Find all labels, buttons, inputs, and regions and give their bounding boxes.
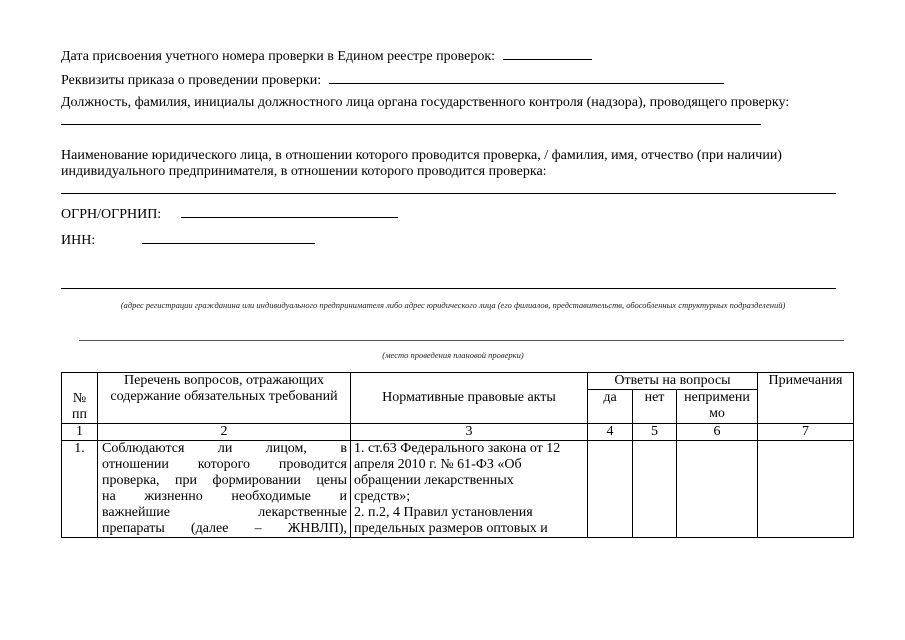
checklist-table (61, 372, 854, 538)
header-row-1 (62, 373, 854, 390)
entity-name-line-2 (61, 164, 547, 180)
row-question (98, 441, 351, 538)
header-na: неприменимо (677, 390, 758, 424)
question-line: важнейшие лекарственные (102, 505, 347, 520)
colnum-7: 7 (758, 424, 854, 441)
header-answers: Ответы на вопросы (588, 373, 758, 390)
ogrn-field[interactable] (181, 205, 398, 218)
registry-date-label: Дата присвоения учетного номера проверки в Едином реестре проверок: (61, 49, 496, 64)
colnum-1: 1 (62, 424, 98, 441)
act-line: 2. п.2, 4 Правил установления (354, 505, 533, 520)
question-line: проверка, при формировании цены (102, 473, 347, 488)
address-field[interactable] (61, 288, 836, 289)
row-num: 1. (62, 441, 98, 538)
act-line: средств»; (354, 489, 411, 504)
answer-no-cell[interactable] (633, 441, 677, 538)
entity-name-label-1: Наименование юридического лица, в отношении которого проводится проверка, / фамилия, имя, отчество (при наличии) (61, 148, 782, 163)
header-acts: Нормативные правовые акты (351, 373, 588, 424)
inspector-label: Должность, фамилия, инициалы должностного лица органа государственного контроля (надзора), проводящего проверку: (61, 95, 790, 110)
inn-line (61, 231, 315, 249)
address-caption: (адрес регистрации гражданина или индивидуального предпринимателя либо адрес юридического лица (его филиалов, представительств, обособленных структурных подразделений) (120, 300, 786, 310)
ogrn-label: ОГРН/ОГРНИП: (61, 207, 162, 222)
act-line: апреля 2010 г. № 61-ФЗ «Об (354, 457, 522, 472)
place-field[interactable] (79, 340, 844, 341)
header-num: № пп (62, 373, 98, 424)
question-line: Соблюдаются ли лицом, в (102, 441, 347, 456)
registry-date-field[interactable] (503, 47, 592, 60)
colnum-2: 2 (98, 424, 351, 441)
inn-label: ИНН: (61, 233, 96, 248)
answer-yes-cell[interactable] (588, 441, 633, 538)
notes-cell[interactable] (758, 441, 854, 538)
order-details-label: Реквизиты приказа о проведении проверки: (61, 73, 322, 88)
answer-na-cell[interactable] (677, 441, 758, 538)
registry-date-line (61, 47, 592, 65)
colnum-6: 6 (677, 424, 758, 441)
colnum-3: 3 (351, 424, 588, 441)
inspector-field[interactable] (61, 124, 761, 125)
act-line: предельных размеров оптовых и (354, 521, 548, 536)
act-line: 1. ст.63 Федерального закона от 12 (354, 441, 561, 456)
order-details-line (61, 71, 724, 89)
place-caption: (место проведения плановой проверки) (382, 350, 524, 360)
entity-name-label-2: индивидуального предпринимателя, в отношении которого проводится проверка: (61, 164, 547, 179)
entity-name-line-1 (61, 148, 782, 164)
act-line: обращении лекарственных (354, 473, 514, 488)
header-yes: да (588, 390, 633, 424)
table-row (62, 441, 854, 538)
inspector-label-line (61, 95, 789, 111)
header-questions: Перечень вопросов, отражающих содержание обязательных требований (98, 373, 351, 424)
question-line: на жизненно необходимые и (102, 489, 347, 504)
question-line: препараты (далее – ЖНВЛП), (102, 521, 347, 536)
question-line: отношении которого проводится (102, 457, 347, 472)
colnum-5: 5 (633, 424, 677, 441)
colnum-4: 4 (588, 424, 633, 441)
header-no: нет (633, 390, 677, 424)
row-acts (351, 441, 588, 538)
inn-field[interactable] (142, 231, 315, 244)
column-numbers-row (62, 424, 854, 441)
entity-name-field[interactable] (61, 193, 836, 194)
order-details-field[interactable] (329, 71, 724, 84)
ogrn-line (61, 205, 398, 223)
header-notes: Примечания (758, 373, 854, 424)
